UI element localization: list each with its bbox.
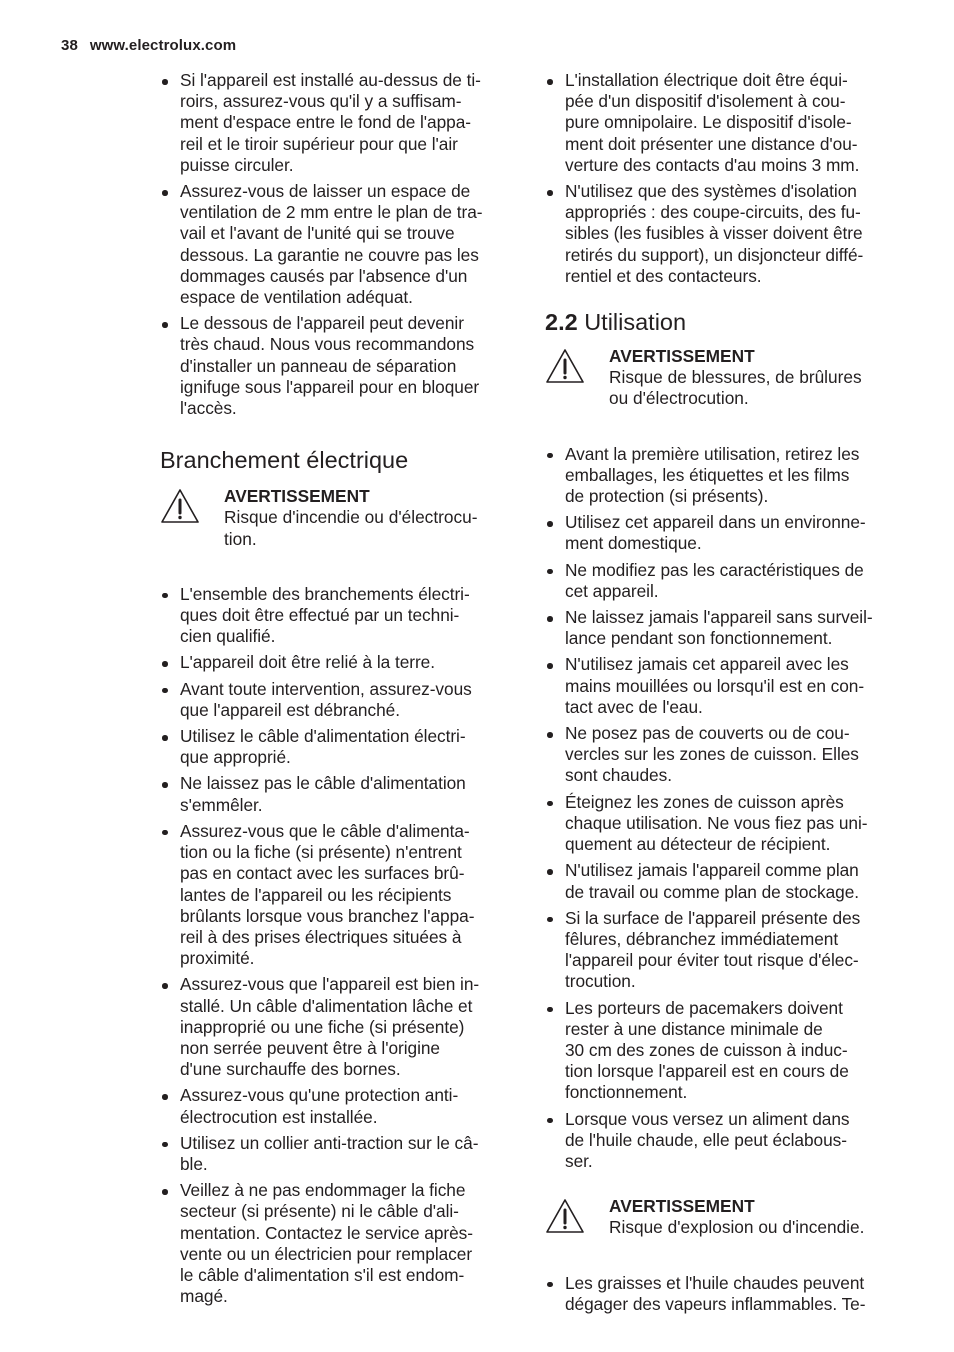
warning-triangle-icon [160, 488, 200, 524]
warning-box [545, 346, 897, 410]
list-item: Éteignez les zones de cuisson après chaque utilisation. Ne vous fiez pas uni- quement au détecteur de récipient. [545, 792, 897, 856]
list-item: Ne posez pas de couverts ou de cou- vercles sur les zones de cuisson. Elles sont chaudes. [545, 723, 897, 787]
list-item: Assurez-vous que le câble d'alimenta- tion ou la fiche (si présente) n'entrent pas en contact avec les surfaces brû- lantes de l'appareil ou les récipients brûlants lorsque vous branchez l'appa- reil à des prises électriques situées à proximité. [160, 821, 512, 969]
warning-title: AVERTISSEMENT [609, 346, 755, 367]
list-item: N'utilisez jamais l'appareil comme plan de travail ou comme plan de stockage. [545, 860, 897, 902]
warning-box [545, 1196, 897, 1238]
right-column [545, 70, 897, 1320]
list-item: Le dessous de l'appareil peut devenir très chaud. Nous vous recommandons d'installer un panneau de séparation ignifuge sous l'appareil pour en bloquer l'accès. [160, 313, 512, 419]
list-item: Ne laissez jamais l'appareil sans surveil- lance pendant son fonctionnement. [545, 607, 897, 649]
subheading-branchement: Branchement électrique [160, 447, 409, 474]
list-item: Assurez-vous qu'une protection anti- électrocution est installée. [160, 1085, 512, 1127]
section-number: 2.2 [545, 309, 578, 336]
right-bullets-top [545, 70, 897, 287]
site-url: www.electrolux.com [89, 37, 237, 54]
list-item: Les graisses et l'huile chaudes peuvent dégager des vapeurs inflammables. Te- [545, 1273, 897, 1315]
list-item: L'ensemble des branchements électri- ques doit être effectué par un techni- cien qualifié. [160, 584, 512, 648]
page-header [61, 37, 236, 54]
section-heading [545, 308, 897, 336]
list-item: N'utilisez que des systèmes d'isolation appropriés : des coupe-circuits, des fu- sibles (les fusibles à visser doivent être retirés du support), un disjoncteur diffé- rentiel et des contacteurs. [545, 181, 897, 287]
warning-title: AVERTISSEMENT [609, 1196, 755, 1217]
left-column [160, 70, 512, 1312]
warning-triangle-icon [545, 348, 585, 384]
warning-text: Risque d'explosion ou d'incendie. [609, 1217, 865, 1238]
warning-box [160, 486, 512, 550]
list-item: Si la surface de l'appareil présente des fêlures, débranchez immédiatement l'appareil pour éviter tout risque d'élec- trocution. [545, 908, 897, 993]
list-item: Avant la première utilisation, retirez les emballages, les étiquettes et les films de protection (si présents). [545, 444, 897, 508]
list-item: N'utilisez jamais cet appareil avec les mains mouillées ou lorsqu'il est en con- tact avec de l'eau. [545, 654, 897, 718]
list-item: Utilisez un collier anti-traction sur le câ- ble. [160, 1133, 512, 1175]
page-number: 38 [61, 37, 78, 54]
list-item: Les porteurs de pacemakers doivent rester à une distance minimale de 30 cm des zones de cuisson à induc- tion lorsque l'appareil est en cours de fonctionnement. [545, 998, 897, 1104]
warning-triangle-icon [545, 1198, 585, 1234]
list-item: Veillez à ne pas endommager la fiche secteur (si présente) ni le câble d'ali- mentation. Contactez le service après- vente ou un électricien pour remplacer le câble d'alimentation s'il est endom- magé. [160, 1180, 512, 1307]
list-item: Utilisez cet appareil dans un environne- ment domestique. [545, 512, 897, 554]
right-bullets-mid [545, 444, 897, 1173]
list-item: Assurez-vous que l'appareil est bien in- stallé. Un câble d'alimentation lâche et inapproprié ou une fiche (si présente) non serrée peuvent être à l'origine d'une surchauffe des bornes. [160, 974, 512, 1080]
left-bullets-bottom [160, 584, 512, 1308]
right-bullets-bottom [545, 1273, 897, 1315]
list-item: L'appareil doit être relié à la terre. [160, 652, 512, 673]
list-item: Si l'appareil est installé au-dessus de ti- roirs, assurez-vous qu'il y a suffisam- ment d'espace entre le fond de l'appa- reil et le tiroir supérieur pour que l'air puisse circuler. [160, 70, 512, 176]
list-item: Lorsque vous versez un aliment dans de l'huile chaude, elle peut éclabous- ser. [545, 1109, 897, 1173]
list-item: Ne laissez pas le câble d'alimentation s'emmêler. [160, 773, 512, 815]
warning-text: Risque de blessures, de brûlures ou d'électrocution. [609, 367, 862, 409]
warning-title: AVERTISSEMENT [224, 486, 370, 507]
warning-text: Risque d'incendie ou d'électrocu- tion. [224, 507, 478, 549]
list-item: Avant toute intervention, assurez-vous que l'appareil est débranché. [160, 679, 512, 721]
list-item: L'installation électrique doit être équi- pée d'un dispositif d'isolement à cou- pure omnipolaire. Le dispositif d'isole- ment doit présenter une distance d'ou- verture des contacts d'au moins 3 mm. [545, 70, 897, 176]
section-title: Utilisation [584, 309, 687, 336]
left-bullets-top [160, 70, 512, 419]
list-item: Utilisez le câble d'alimentation électri- que approprié. [160, 726, 512, 768]
list-item: Ne modifiez pas les caractéristiques de cet appareil. [545, 560, 897, 602]
list-item: Assurez-vous de laisser un espace de ventilation de 2 mm entre le plan de tra- vail et l'avant de l'unité qui se trouve dessous. La garantie ne couvre pas les dommages causés par l'absence d'un espace de ventilation adéquat. [160, 181, 512, 308]
